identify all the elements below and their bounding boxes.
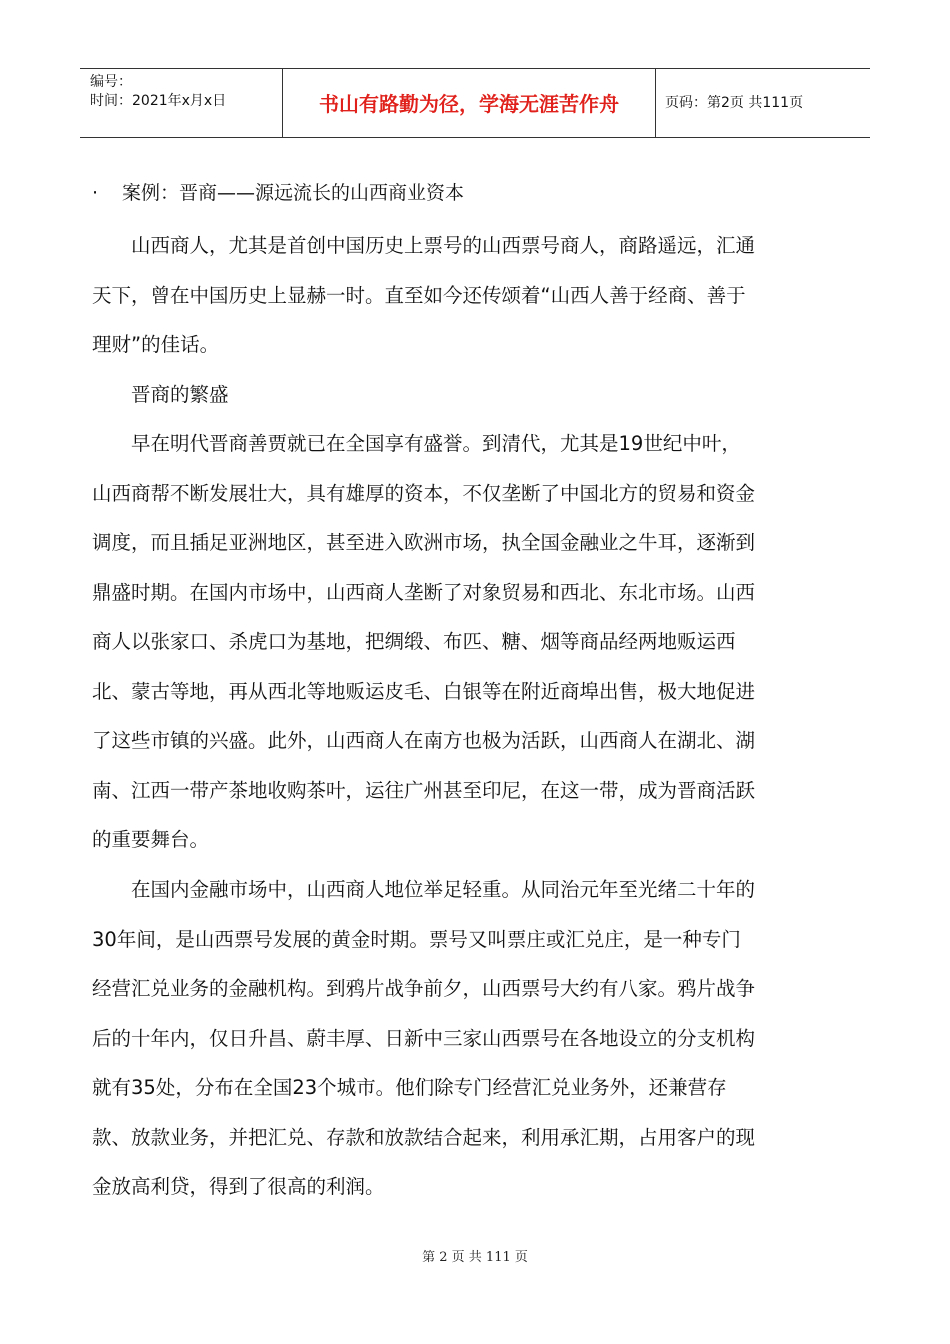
text-line: 天下，曾在中国历史上显赫一时。直至如今还传颂着“山西人善于经商、善于: [92, 283, 746, 307]
motto-text: 书山有路勤为径，学海无涯苦作舟: [319, 92, 619, 116]
text-line: 款、放款业务，并把汇兑、存款和放款结合起来，利用承汇期，占用客户的现: [92, 1125, 756, 1149]
text-line: 30年间，是山西票号发展的黄金时期。票号又叫票庄或汇兑庄，是一种专门: [92, 927, 741, 951]
text-line: 早在明代晋商善贾就已在全国享有盛誉。到清代，尤其是19世纪中叶，: [131, 432, 741, 455]
serial-label: 编号：: [90, 74, 132, 90]
text-line: 调度，而且插足亚洲地区，甚至进入欧洲市场，执全国金融业之牛耳，逐渐到: [92, 531, 756, 554]
section-title: 案例：晋商——源远流长的山西商业资本: [122, 182, 465, 204]
text-line: 商人以张家口、杀虎口为基地，把绸缎、布匹、糖、烟等商品经两地贩运西: [92, 630, 736, 653]
paragraph-prosperity: [92, 419, 852, 865]
text-line: 了这些市镇的兴盛。此外，山西商人在南方也极为活跃，山西商人在湖北、湖: [92, 729, 756, 752]
header-motto-cell: [282, 69, 656, 137]
text-line: 后的十年内，仅日升昌、蔚丰厚、日新中三家山西票号在各地设立的分支机构: [92, 1026, 756, 1050]
page-footer: 第 2 页 共 111 页: [422, 1250, 528, 1265]
section-heading: [92, 180, 464, 206]
page-info: 页码：第2页 共111页: [665, 95, 804, 111]
text-line: 就有35处，分布在全国23个城市。他们除专门经营汇兑业务外，还兼营存: [92, 1076, 727, 1099]
bullet-icon: ·: [92, 182, 99, 204]
subheading-prosperity: [92, 370, 852, 420]
text-line: 山西商帮不断发展壮大，具有雄厚的资本，不仅垄断了中国北方的贸易和资金: [92, 481, 756, 505]
date-label: 时间：2021年x月x日: [90, 93, 227, 109]
paragraph-finance: [92, 865, 852, 1212]
text-line: 南、江西一带产茶地收购茶叶，运往广州甚至印尼，在这一带，成为晋商活跃: [92, 778, 756, 802]
text-line: 金放高利贷，得到了很高的利润。: [92, 1175, 385, 1198]
page-header: [80, 68, 870, 138]
paragraph-intro: [92, 221, 852, 370]
text-line: 理财”的佳话。: [92, 333, 220, 356]
header-page-cell: [655, 69, 870, 137]
text-line: 山西商人，尤其是首创中国历史上票号的山西票号商人，商路遥远，汇通: [131, 234, 756, 257]
text-line: 经营汇兑业务的金融机构。到鸦片战争前夕，山西票号大约有八家。鸦片战争: [92, 977, 756, 1000]
text-line: 北、蒙古等地，再从西北等地贩运皮毛、白银等在附近商埠出售，极大地促进: [92, 679, 756, 703]
header-meta-cell: [80, 69, 282, 137]
text-line: 在国内金融市场中，山西商人地位举足轻重。从同治元年至光绪二十年的: [131, 878, 756, 901]
text-line: 鼎盛时期。在国内市场中，山西商人垄断了对象贸易和西北、东北市场。山西: [92, 580, 756, 604]
text-line: 晋商的繁盛: [131, 383, 229, 406]
text-line: 的重要舞台。: [92, 828, 210, 851]
